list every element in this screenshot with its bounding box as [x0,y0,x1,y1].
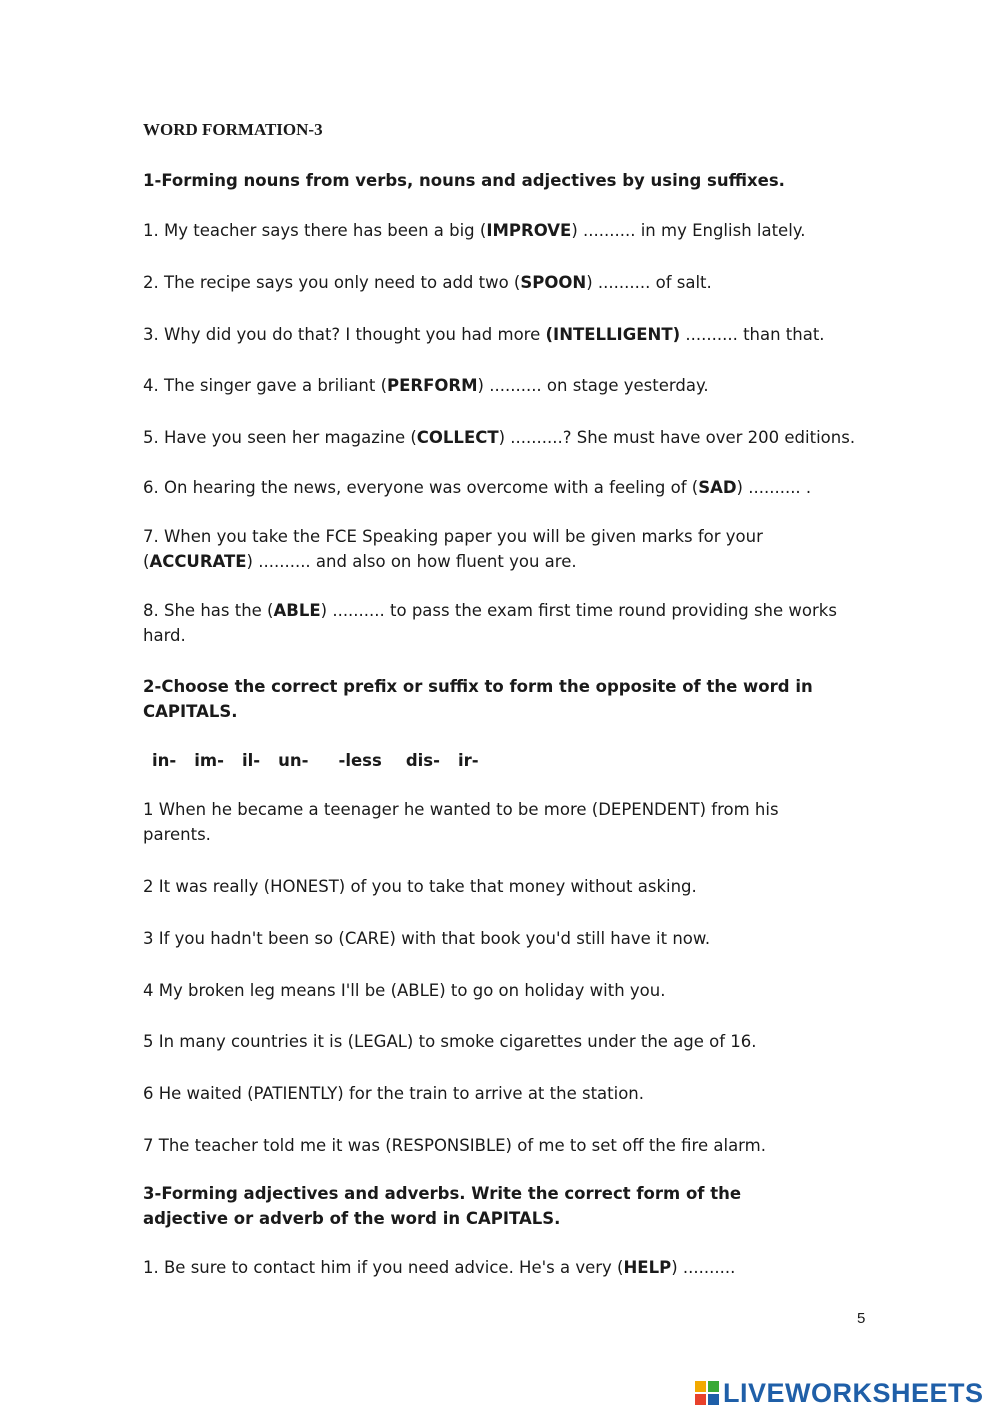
affix-option: il- [241,751,261,770]
affix-option: im- [194,751,224,770]
s1-item-7: 7. When you take the FCE Speaking paper you will be given marks for your (ACCURATE) .......... and also on how fluent you are. [143,527,763,571]
s1-item-2: 2. The recipe says you only need to add two (SPOON) .......... of salt. [143,273,712,292]
page-number: 5 [857,1310,866,1327]
s3-item-1: 1. Be sure to contact him if you need advice. He's a very (HELP) .......... [143,1258,736,1277]
affix-option: -less [338,751,382,770]
liveworksheets-logo [695,1378,984,1409]
s2-item-4: 4 My broken leg means I'll be (ABLE) to go on holiday with you. [143,981,666,1000]
s2-item-3: 3 If you hadn't been so (CARE) with that book you'd still have it now. [143,929,711,948]
s2-item-6: 6 He waited (PATIENTLY) for the train to arrive at the station. [143,1084,644,1103]
s2-item-1: 1 When he became a teenager he wanted to be more (DEPENDENT) from his parents. [143,800,779,844]
s2-item-5: 5 In many countries it is (LEGAL) to smoke cigarettes under the age of 16. [143,1032,757,1051]
affix-option: dis- [405,751,440,770]
s2-item-7: 7 The teacher told me it was (RESPONSIBLE) of me to set off the fire alarm. [143,1136,766,1155]
section3-heading: 3-Forming adjectives and adverbs. Write the correct form of the adjective or adverb of the word in CAPITALS. [143,1184,742,1228]
s1-item-1: 1. My teacher says there has been a big (IMPROVE) .......... in my English lately. [143,221,806,240]
section2-heading: 2-Choose the correct prefix or suffix to form the opposite of the word in CAPITALS. [143,677,813,721]
liveworksheets-mark-icon [695,1381,721,1407]
affix-option: ir- [457,751,479,770]
s2-item-2: 2 It was really (HONEST) of you to take that money without asking. [143,877,697,896]
affix-options [152,748,497,773]
affix-option: in- [152,751,177,770]
s1-item-3: 3. Why did you do that? I thought you had more (INTELLIGENT) .......... than that. [143,325,825,344]
affix-option: un- [278,751,309,770]
s1-item-5: 5. Have you seen her magazine (COLLECT) ..........? She must have over 200 editions. [143,428,856,447]
s1-item-6: 6. On hearing the news, everyone was overcome with a feeling of (SAD) .......... . [143,478,812,497]
s1-item-4: 4. The singer gave a briliant (PERFORM) .......... on stage yesterday. [143,376,709,395]
section1-heading: 1-Forming nouns from verbs, nouns and adjectives by using suffixes. [143,171,785,190]
watermark-text: LIVEWORKSHEETS [723,1378,984,1408]
page-title: WORD FORMATION-3 [143,120,323,139]
s1-item-8: 8. She has the (ABLE) .......... to pass the exam first time round providing she works hard. [143,601,837,645]
